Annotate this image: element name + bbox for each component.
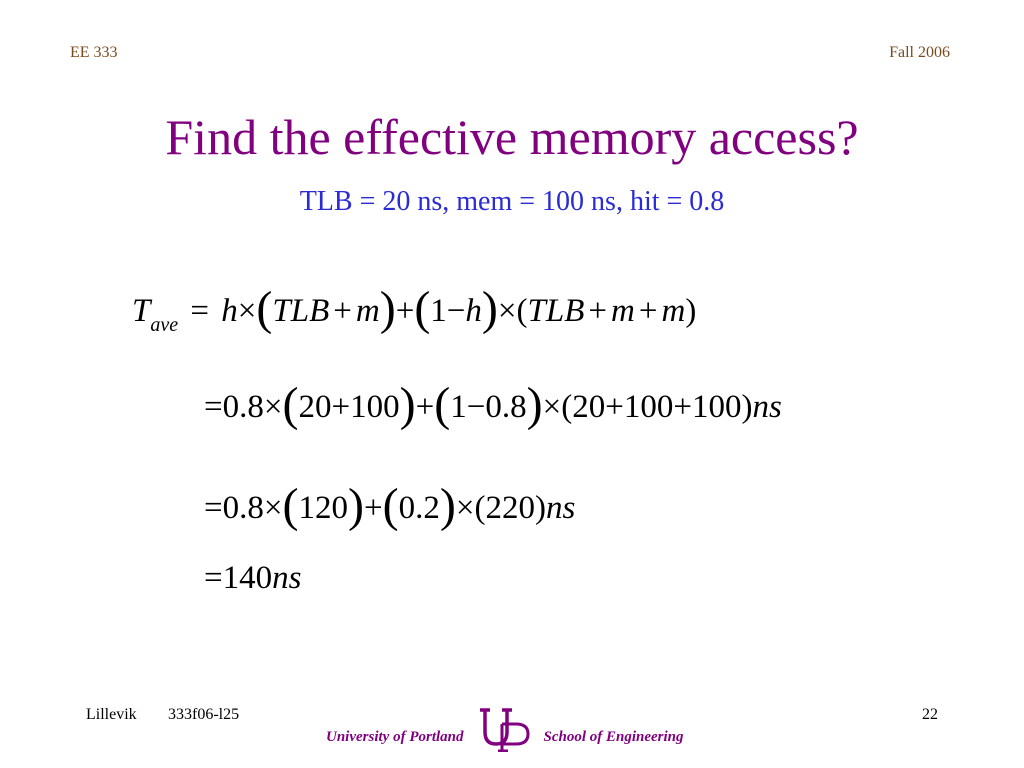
page-number: 22 bbox=[922, 706, 938, 723]
slide-title: Find the effective memory access? bbox=[165, 109, 859, 165]
paren-close: ) bbox=[379, 282, 396, 335]
unit-label: ns bbox=[545, 490, 576, 526]
university-footer bbox=[326, 704, 684, 752]
paren-open: ( bbox=[474, 490, 486, 526]
equation-row-4 bbox=[204, 562, 301, 595]
minus-sign: − bbox=[466, 389, 486, 425]
plus-sign: + bbox=[638, 293, 658, 329]
course-label: EE 333 bbox=[70, 44, 118, 61]
paren-close: ) bbox=[534, 490, 546, 526]
paren-open: ( bbox=[382, 479, 399, 532]
term-tlb: TLB bbox=[527, 293, 585, 329]
value: 1 bbox=[450, 389, 467, 425]
times-sign: × bbox=[542, 389, 562, 425]
paren-close: ) bbox=[685, 293, 697, 329]
university-name: University of Portland bbox=[326, 728, 464, 745]
equation-row-1 bbox=[132, 282, 697, 336]
equals-sign: = bbox=[204, 560, 223, 596]
value: 20 bbox=[572, 389, 606, 425]
lhs-subscript: ave bbox=[150, 314, 179, 336]
term-tlb: TLB bbox=[272, 293, 330, 329]
value: 0.8 bbox=[222, 490, 264, 526]
value: 0.8 bbox=[485, 389, 527, 425]
value: 220 bbox=[485, 490, 535, 526]
plus-sign: + bbox=[588, 293, 608, 329]
plus-sign: + bbox=[395, 293, 415, 329]
school-name: School of Engineering bbox=[543, 728, 684, 745]
value: 20 bbox=[298, 389, 332, 425]
file-label: 333f06-l25 bbox=[168, 706, 240, 723]
value: 120 bbox=[298, 490, 348, 526]
paren-open: ( bbox=[282, 479, 299, 532]
paren-open: ( bbox=[516, 293, 528, 329]
term-h: h bbox=[465, 293, 482, 329]
plus-sign: + bbox=[363, 490, 383, 526]
times-sign: × bbox=[263, 389, 283, 425]
times-sign: × bbox=[455, 490, 475, 526]
value: 100 bbox=[623, 389, 674, 425]
term-one: 1 bbox=[430, 293, 447, 329]
paren-open: ( bbox=[414, 282, 431, 335]
equals-sign: = bbox=[204, 389, 223, 425]
paren-open: ( bbox=[282, 378, 299, 431]
term-m: m bbox=[661, 293, 686, 329]
plus-sign: + bbox=[331, 389, 351, 425]
unit-label: ns bbox=[272, 560, 302, 596]
lhs-variable: T bbox=[132, 293, 151, 329]
paren-close: ) bbox=[347, 479, 364, 532]
equation-row-3 bbox=[204, 479, 576, 532]
times-sign: × bbox=[497, 293, 517, 329]
paren-open: ( bbox=[434, 378, 451, 431]
plus-sign: + bbox=[333, 293, 352, 329]
term-label: Fall 2006 bbox=[889, 44, 950, 61]
paren-close: ) bbox=[526, 378, 543, 431]
paren-close: ) bbox=[741, 389, 753, 425]
paren-close: ) bbox=[399, 378, 416, 431]
plus-sign: + bbox=[605, 389, 624, 425]
up-logo-icon bbox=[476, 704, 532, 752]
plus-sign: + bbox=[673, 389, 692, 425]
minus-sign: − bbox=[446, 293, 466, 329]
value: 100 bbox=[691, 389, 742, 425]
term-h: h bbox=[221, 293, 238, 329]
paren-open: ( bbox=[561, 389, 573, 425]
value: 0.2 bbox=[398, 490, 440, 526]
times-sign: × bbox=[263, 490, 283, 526]
equals-sign: = bbox=[204, 490, 223, 526]
value: 100 bbox=[350, 389, 400, 425]
times-sign: × bbox=[237, 293, 257, 329]
term-m: m bbox=[355, 293, 380, 329]
paren-close: ) bbox=[481, 282, 498, 335]
equation-row-2 bbox=[204, 378, 782, 431]
plus-sign: + bbox=[415, 389, 435, 425]
term-m: m bbox=[611, 293, 635, 329]
value: 0.8 bbox=[222, 389, 264, 425]
equals-sign: = bbox=[190, 293, 209, 329]
paren-open: ( bbox=[256, 282, 273, 335]
paren-close: ) bbox=[439, 479, 456, 532]
result-value: 140 bbox=[222, 560, 273, 596]
unit-label: ns bbox=[752, 389, 782, 425]
author-label: Lillevik bbox=[86, 706, 137, 723]
slide-subtitle: TLB = 20 ns, mem = 100 ns, hit = 0.8 bbox=[299, 186, 725, 217]
